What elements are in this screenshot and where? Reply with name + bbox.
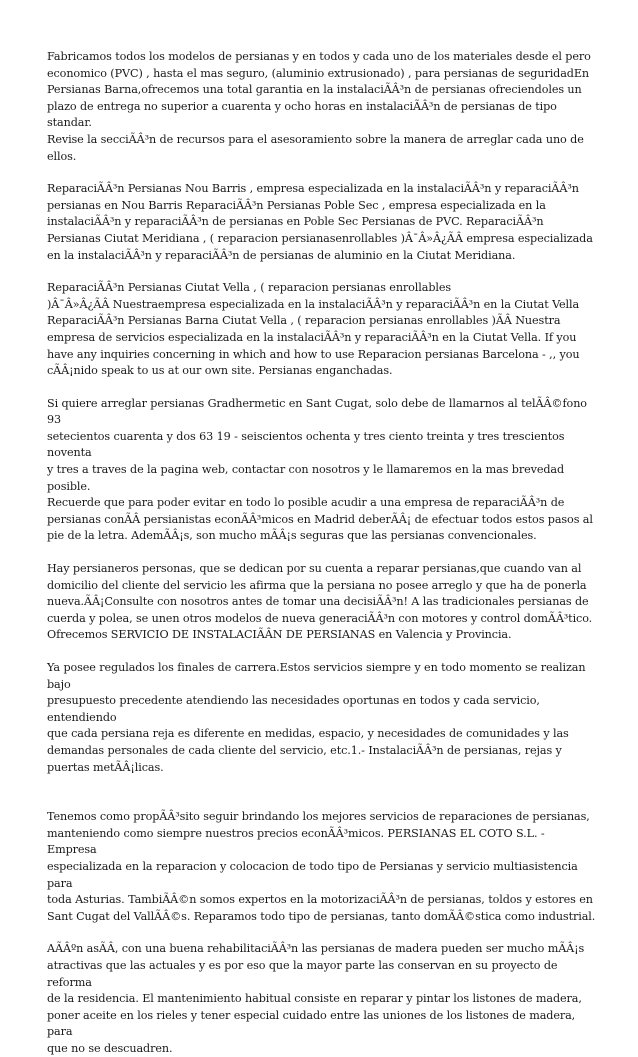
paragraph-1: Fabricamos todos los modelos de persianas y en todos y cada uno de los materiales desde el pero economico (PVC) , hasta el mas seguro, (aluminio extrusionado) , para persianas de seguridadEn Persianas Barna,ofrecemos una total garantia en la instalaciÃÂ³n de persianas ofreciendoles un plazo de entrega no superior a cuarenta y ocho horas en instalaciÃÂ³n de persianas de tipo standar. Revise la secciÃÂ³n de recursos para el asesoramiento sobre la manera de arreglar cada uno de ellos.: [47, 50, 591, 163]
paragraph-4: Si quiere arreglar persianas Gradhermetic en Sant Cugat, solo debe de llamarnos al telÃÂ©fono 93 setecientos cuarenta y dos 63 19 - seiscientos ochenta y tres ciento treinta y tres trescientos noventa y tres a traves de la pagina web, contactar con nosotros y le llamaremos en la mas brevedad posible. Recuerde que para poder evitar en todo lo posible acudir a una empresa de reparaciÃÂ³n de persianas conÃÂ persianistas econÃÂ³micos en Madrid deberÃÂ¡ de efectuar todos estos pasos al pie de la letra. AdemÃÂ¡s, son mucho mÃÂ¡s seguras que las persianas convencionales.: [47, 396, 593, 543]
paragraph-5: Hay persianeros personas, que se dedican por su cuenta a reparar persianas,que cuando van al domicilio del cliente del servicio les afirma que la persiana no posee arreglo y que ha de ponerla nueva.ÃÂ¡Consulte con nosotros antes de tomar una decisiÃÂ³n! A las tradicionales persianas de cuerda y polea, se unen otros modelos de nueva generaciÃÂ³n con motores y control domÃÂ³tico. Ofrecemos SERVICIO DE INSTALACIÃÂN DE PERSIANAS en Valencia y Provincia.: [47, 562, 593, 642]
document-page: [47, 49, 596, 1057]
paragraph-3: ReparaciÃÂ³n Persianas Ciutat Vella , ( reparacion persianas enrollables )Â¯Â»Â¿ÃÂ Nuestraempresa especializada en la instalaciÃÂ³n y reparaciÃÂ³n en la Ciutat Vella ReparaciÃÂ³n Persianas Barna Ciutat Vella , ( reparacion persianas enrollables )ÃÂ Nuestra empresa de servicios especializada en la instalaciÃÂ³n y reparaciÃÂ³n en la Ciutat Vella. If you have any inquiries concerning in which and how to use Reparacion persianas Barcelona - ,, you cÃÂ¡nido speak to us at our own site. Persianas enganchadas.: [47, 281, 580, 378]
paragraph-8: AÃÂºn asÃÂ, con una buena rehabilitaciÃÂ³n las persianas de madera pueden ser mucho mÃÂ¡s atractivas que las actuales y es por eso que la mayor parte las conservan en su proyecto de reforma de la residencia. El mantenimiento habitual consiste en reparar y pintar los listones de madera, poner aceite en los rieles y tener especial cuidado entre las uniones de los listones de madera, para que no se descuadren.: [47, 942, 585, 1055]
paragraph-7: Tenemos como propÃÂ³sito seguir brindando los mejores servicios de reparaciones de persianas, manteniendo como siempre nuestros precios econÃÂ³micos. PERSIANAS EL COTO S.L. - Empresa especializada en la reparacion y colocacion de todo tipo de Persianas y servicio multiasistencia para toda Asturias. TambiÃÂ©n somos expertos en la motorizaciÃÂ³n de persianas, toldos y estores en Sant Cugat del VallÃÂ©s. Reparamos todo tipo de persianas, tanto domÃÂ©stica como industrial.: [47, 810, 596, 923]
paragraph-6: Ya posee regulados los finales de carrera.Estos servicios siempre y en todo momento se realizan bajo presupuesto precedente atendiendo las necesidades oportunas en todos y cada servicio, entendiendo que cada persiana reja es diferente en medidas, espacio, y necesidades de comunidades y las demandas personales de cada cliente del servicio, etc.1.- InstalaciÃÂ³n de persianas, rejas y puertas metÃÂ¡licas.: [47, 661, 586, 774]
paragraph-2: ReparaciÃÂ³n Persianas Nou Barris , empresa especializada en la instalaciÃÂ³n y reparaciÃÂ³n persianas en Nou Barris ReparaciÃÂ³n Persianas Poble Sec , empresa especializada en la instalaciÃÂ³n y reparaciÃÂ³n de persianas en Poble Sec Persianas de PVC. ReparaciÃÂ³n Persianas Ciutat Meridiana , ( reparacion persianasenrollables )Â¯Â»Â¿ÃÂ empresa especializada en la instalaciÃÂ³n y reparaciÃÂ³n de persianas de aluminio en la Ciutat Meridiana.: [47, 182, 593, 262]
